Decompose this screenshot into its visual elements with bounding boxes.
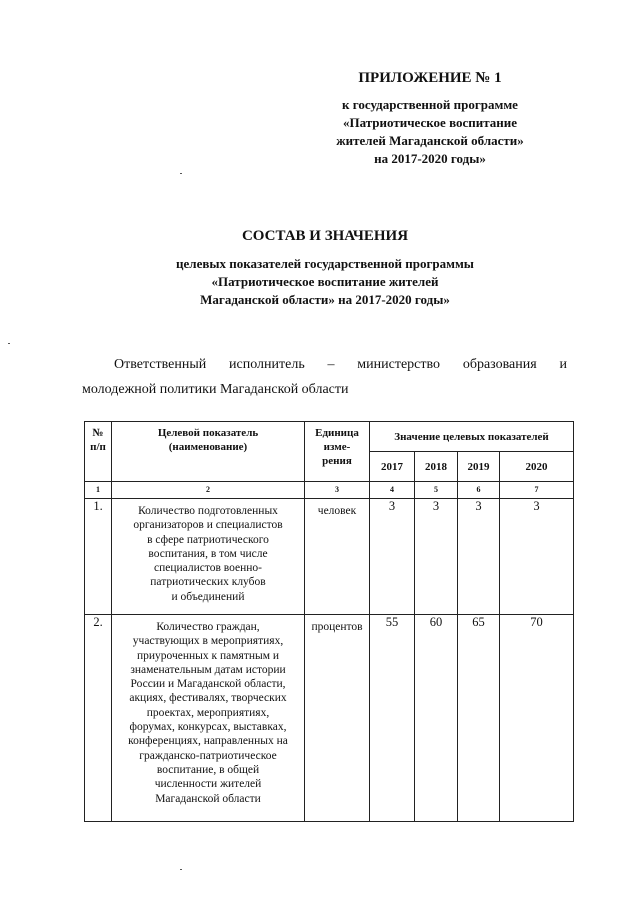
- scan-speck: [180, 869, 182, 870]
- appendix-title: ПРИЛОЖЕНИЕ № 1: [358, 70, 502, 86]
- appendix-line: жителей Магаданской области»: [336, 133, 524, 148]
- responsible-word: министерство: [357, 357, 441, 372]
- unit-cell: человек: [305, 499, 370, 615]
- indicator-text: Количество граждан, участвующих в мероприятиях, приуроченных к памятным и знаменательным датам истории России и Магаданской области, акциях, фестивалях, творческих проектах, мероприятиях, форумах, конкурсах, выставках, конференциях, направленных на гражданско-патриотическое воспитание, в общей численности жителей Магаданской области: [112, 615, 305, 822]
- unit-cell: процентов: [305, 615, 370, 822]
- responsible-executor: [82, 352, 567, 402]
- table-row: [85, 499, 574, 615]
- indicators-table: [84, 421, 574, 822]
- heading-line: целевых показателей государственной программы: [176, 256, 474, 271]
- table-row: [85, 615, 574, 822]
- value-cell: 65: [458, 615, 500, 822]
- appendix-block: [300, 70, 560, 168]
- responsible-word: Ответственный: [114, 357, 207, 372]
- value-cell: 60: [415, 615, 458, 822]
- appendix-line: «Патриотическое воспитание: [342, 115, 518, 130]
- responsible-word: –: [327, 357, 335, 372]
- value-cell: 3: [500, 499, 574, 615]
- appendix-line: на 2017-2020 годы»: [374, 151, 486, 166]
- responsible-line-2: молодежной политики Магаданской области: [82, 382, 349, 397]
- column-number: 7: [500, 482, 574, 499]
- column-number: 4: [370, 482, 415, 499]
- header-values-group: Значение целевых показателей: [370, 422, 574, 452]
- responsible-word: образования: [462, 357, 537, 372]
- header-year: 2017: [370, 452, 415, 482]
- header-num: № п/п: [85, 422, 112, 482]
- heading-title: СОСТАВ И ЗНАЧЕНИЯ: [241, 228, 409, 244]
- value-cell: 70: [500, 615, 574, 822]
- column-number: 3: [305, 482, 370, 499]
- scan-speck: [180, 173, 182, 174]
- value-cell: 3: [415, 499, 458, 615]
- column-number: 1: [85, 482, 112, 499]
- value-cell: 3: [458, 499, 500, 615]
- responsible-word: и: [559, 357, 567, 372]
- heading-line: Магаданской области» на 2017-2020 годы»: [200, 292, 450, 307]
- column-number: 2: [112, 482, 305, 499]
- responsible-word: исполнитель: [229, 357, 305, 372]
- value-cell: 3: [370, 499, 415, 615]
- header-year: 2019: [458, 452, 500, 482]
- row-number: 1.: [85, 499, 112, 615]
- value-cell: 55: [370, 615, 415, 822]
- scan-speck: [8, 343, 10, 344]
- appendix-line: к государственной программе: [342, 97, 518, 112]
- indicator-text: Количество подготовленных организаторов и специалистов в сфере патриотического воспитания, в том числе специалистов военно- патриотических клубов и объединений: [112, 499, 305, 615]
- document-heading: [90, 228, 560, 309]
- header-unit: Единица изме- рения: [305, 422, 370, 482]
- heading-line: «Патриотическое воспитание жителей: [211, 274, 439, 289]
- header-year: 2018: [415, 452, 458, 482]
- column-number: 5: [415, 482, 458, 499]
- header-indicator: Целевой показатель (наименование): [112, 422, 305, 482]
- row-number: 2.: [85, 615, 112, 822]
- responsible-line-1: [82, 352, 567, 377]
- header-year: 2020: [500, 452, 574, 482]
- column-number: 6: [458, 482, 500, 499]
